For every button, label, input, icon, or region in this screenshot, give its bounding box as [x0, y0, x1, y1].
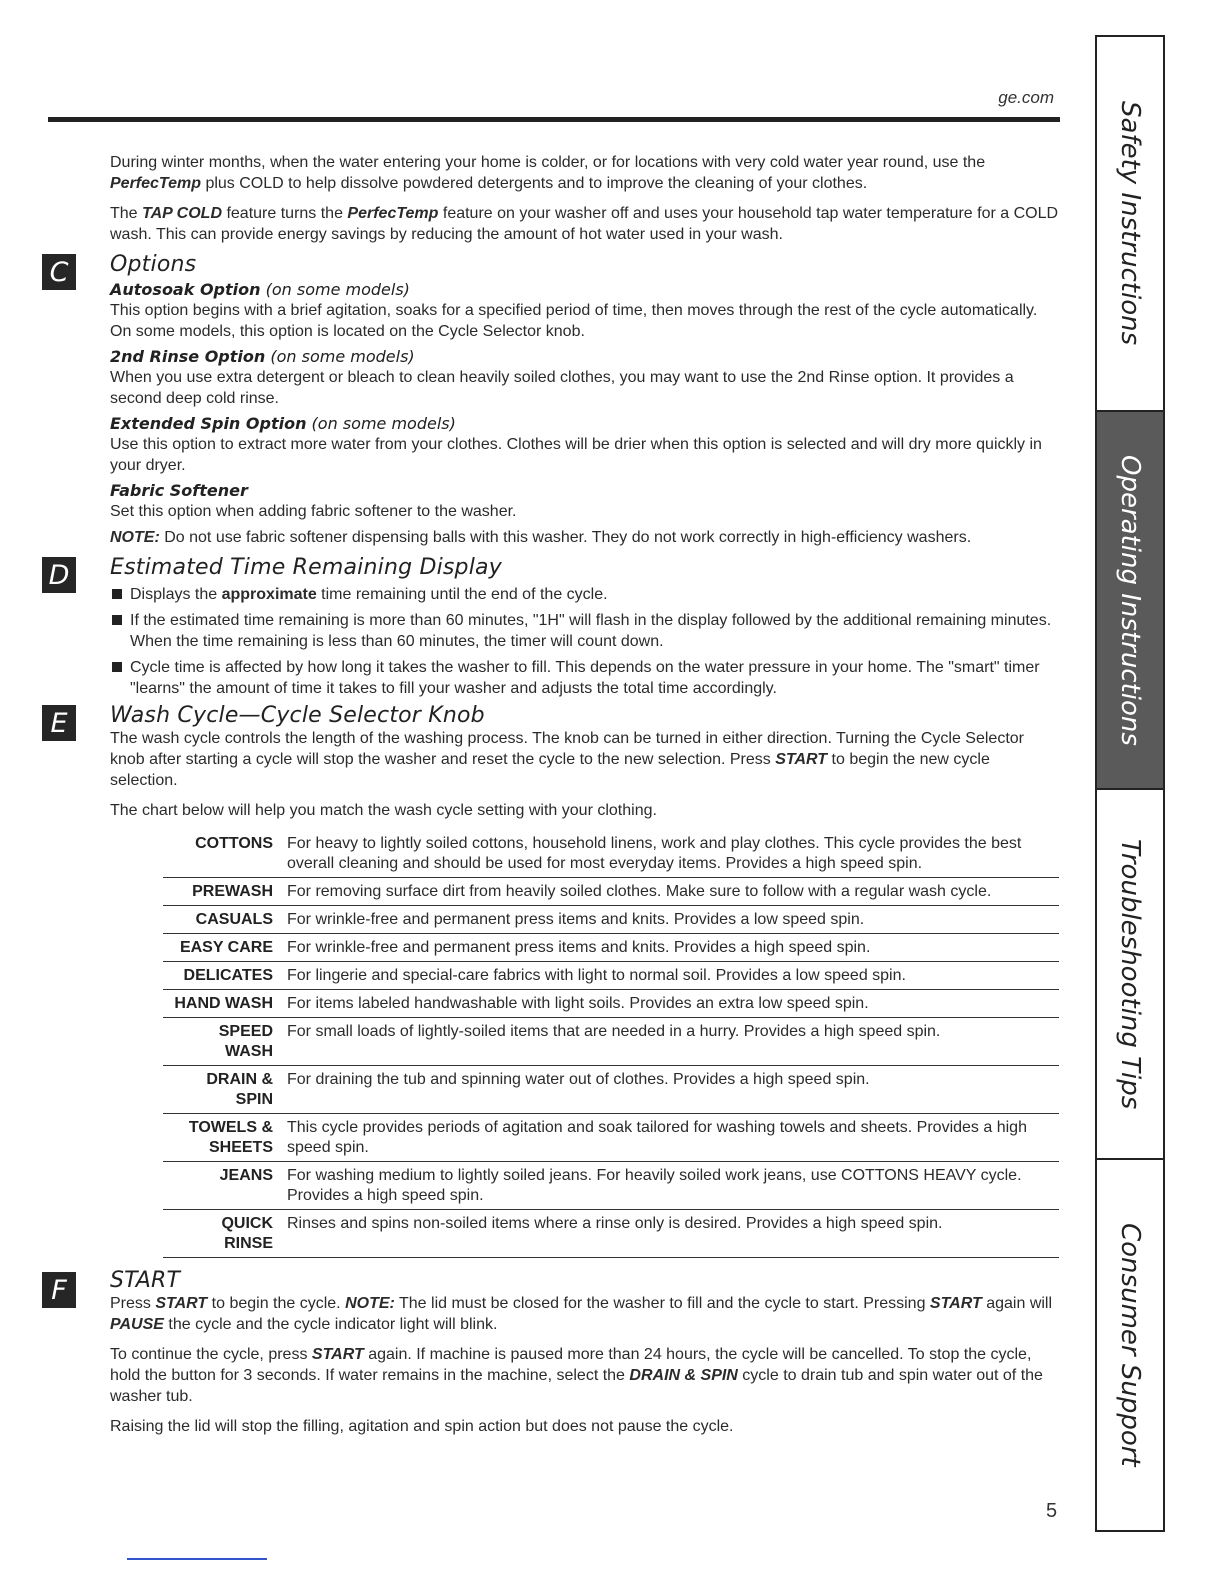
tab-operating-instructions[interactable] [1097, 412, 1163, 790]
cycle-description: For removing surface dirt from heavily soiled clothes. Make sure to follow with a regular wash cycle. [281, 878, 1059, 906]
autosoak-heading: Autosoak Option (on some models) [110, 280, 410, 299]
footer-line [127, 1558, 267, 1560]
time-remaining-list [110, 584, 1060, 699]
section-badge-f: F [42, 1272, 76, 1308]
tab-label: Operating Instructions [1115, 454, 1145, 746]
autosoak-text: This option begins with a brief agitation, soaks for a specified period of time, then moves through the rest of the cycle automatically. On some models, this option is located on the Cycle Selector knob. [110, 302, 1038, 340]
intro-paragraph-2: The TAP COLD feature turns the PerfecTemp feature on your washer off and uses your household tap water temperature for a COLD wash. This can provide energy savings by reducing the amount of hot water used in your wash. [110, 205, 1059, 243]
cycle-description: For heavy to lightly soiled cottons, household linens, work and play clothes. This cycle provides the best overall cleaning and should be used for most everyday items. Provides a high speed spin. [281, 830, 1059, 878]
table-row [163, 906, 1059, 934]
cycle-description: This cycle provides periods of agitation and soak tailored for washing towels and sheets. Provides a high speed spin. [281, 1114, 1059, 1162]
section-options [49, 252, 1060, 548]
list-item: If the estimated time remaining is more than 60 minutes, "1H" will flash in the display followed by the additional remaining minutes. When the time remaining is less than 60 minutes, the timer will count down. [110, 610, 1060, 652]
extspin-heading: Extended Spin Option (on some models) [110, 414, 456, 433]
cycle-table [163, 830, 1059, 1258]
table-row [163, 878, 1059, 906]
tab-label: Consumer Support [1115, 1223, 1145, 1467]
tab-label: Troubleshooting Tips [1115, 838, 1145, 1110]
start-paragraph-1: Press START to begin the cycle. NOTE: The lid must be closed for the washer to fill and the cycle to start. Pressing START again will PAUSE the cycle and the cycle indicator light will blink. [110, 1295, 1053, 1333]
table-row [163, 1066, 1059, 1114]
section-title-options: Options [110, 252, 197, 277]
cycle-name: JEANS [163, 1162, 281, 1210]
rinse2-text: When you use extra detergent or bleach to clean heavily soiled clothes, you may want to use the 2nd Rinse option. It provides a second deep cold rinse. [110, 369, 1014, 407]
start-paragraph-3: Raising the lid will stop the filling, agitation and spin action but does not pause the cycle. [110, 1418, 734, 1435]
list-item: Cycle time is affected by how long it takes the washer to fill. This depends on the water pressure in your home. The "smart" timer "learns" the amount of time it takes to fill your washer and adjusts the total time accordingly. [110, 657, 1060, 699]
table-row [163, 934, 1059, 962]
section-wash-cycle [50, 703, 1060, 1258]
cycle-name: QUICK RINSE [163, 1210, 281, 1258]
tab-label: Safety Instructions [1115, 101, 1145, 346]
section-tabs [1095, 35, 1165, 1532]
cycle-name: PREWASH [163, 878, 281, 906]
start-paragraph-2: To continue the cycle, press START again. If machine is paused more than 24 hours, the cycle will be cancelled. To stop the cycle, hold the button for 3 seconds. If water remains in the machine, select the DRAIN & SPIN cycle to drain tub and spin water out of the washer tub. [110, 1346, 1043, 1405]
section-title-start: START [110, 1268, 181, 1293]
cycle-name: COTTONS [163, 830, 281, 878]
section-title-wash-cycle: Wash Cycle—Cycle Selector Knob [110, 703, 485, 728]
cycle-name: TOWELS & SHEETS [163, 1114, 281, 1162]
header-rule [48, 117, 1060, 122]
cycle-description: Rinses and spins non-soiled items where a rinse only is desired. Provides a high speed spin. [281, 1210, 1059, 1258]
extspin-text: Use this option to extract more water from your clothes. Clothes will be drier when this option is selected and will dry more quickly in your dryer. [110, 436, 1042, 474]
table-row [163, 1018, 1059, 1066]
cycle-name: DELICATES [163, 962, 281, 990]
tab-consumer-support[interactable] [1097, 1160, 1163, 1530]
page-content [48, 152, 1060, 1446]
tab-troubleshooting-tips[interactable] [1097, 790, 1163, 1160]
cycle-description: For draining the tub and spinning water out of clothes. Provides a high speed spin. [281, 1066, 1059, 1114]
cycle-name: HAND WASH [163, 990, 281, 1018]
tab-safety-instructions[interactable] [1097, 37, 1163, 412]
table-row [163, 830, 1059, 878]
cycle-description: For wrinkle-free and permanent press items and knits. Provides a high speed spin. [281, 934, 1059, 962]
section-title-time-remaining: Estimated Time Remaining Display [110, 555, 502, 580]
table-row [163, 962, 1059, 990]
rinse2-heading: 2nd Rinse Option (on some models) [110, 347, 415, 366]
cycle-description: For items labeled handwashable with light soils. Provides an extra low speed spin. [281, 990, 1059, 1018]
page-number: 5 [1046, 1500, 1058, 1522]
wash-cycle-paragraph-2: The chart below will help you match the wash cycle setting with your clothing. [110, 802, 657, 819]
site-url: ge.com [998, 88, 1054, 107]
table-row [163, 1210, 1059, 1258]
section-badge-e: E [42, 705, 76, 741]
cycle-description: For washing medium to lightly soiled jeans. For heavily soiled work jeans, use COTTONS HEAVY cycle. Provides a high speed spin. [281, 1162, 1059, 1210]
section-badge-c: C [42, 254, 76, 290]
table-row [163, 990, 1059, 1018]
table-row [163, 1114, 1059, 1162]
softener-text: Set this option when adding fabric softener to the washer. [110, 503, 517, 520]
section-badge-d: D [42, 557, 76, 593]
cycle-name: DRAIN & SPIN [163, 1066, 281, 1114]
wash-cycle-paragraph-1: The wash cycle controls the length of the washing process. The knob can be turned in either direction. Turning the Cycle Selector knob after starting a cycle will stop the washer and reset the cycle to the new selection. Press START to begin the new cycle selection. [110, 730, 1024, 789]
table-row [163, 1162, 1059, 1210]
intro-paragraph-1: During winter months, when the water entering your home is colder, or for locations with very cold water year round, use the PerfecTemp plus COLD to help dissolve powdered detergents and to improve the cleaning of your clothes. [110, 154, 986, 192]
cycle-name: CASUALS [163, 906, 281, 934]
cycle-description: For lingerie and special-care fabrics with light to normal soil. Provides a low speed spin. [281, 962, 1059, 990]
softener-heading: Fabric Softener [110, 481, 248, 500]
cycle-description: For wrinkle-free and permanent press items and knits. Provides a low speed spin. [281, 906, 1059, 934]
list-item: Displays the approximate time remaining until the end of the cycle. [110, 584, 1060, 605]
cycle-name: SPEED WASH [163, 1018, 281, 1066]
cycle-description: For small loads of lightly-soiled items that are needed in a hurry. Provides a high speed spin. [281, 1018, 1059, 1066]
softener-note: NOTE: Do not use fabric softener dispensing balls with this washer. They do not work correctly in high-efficiency washers. [110, 529, 972, 546]
cycle-name: EASY CARE [163, 934, 281, 962]
section-time-remaining [48, 555, 1060, 699]
section-start [51, 1268, 1060, 1437]
